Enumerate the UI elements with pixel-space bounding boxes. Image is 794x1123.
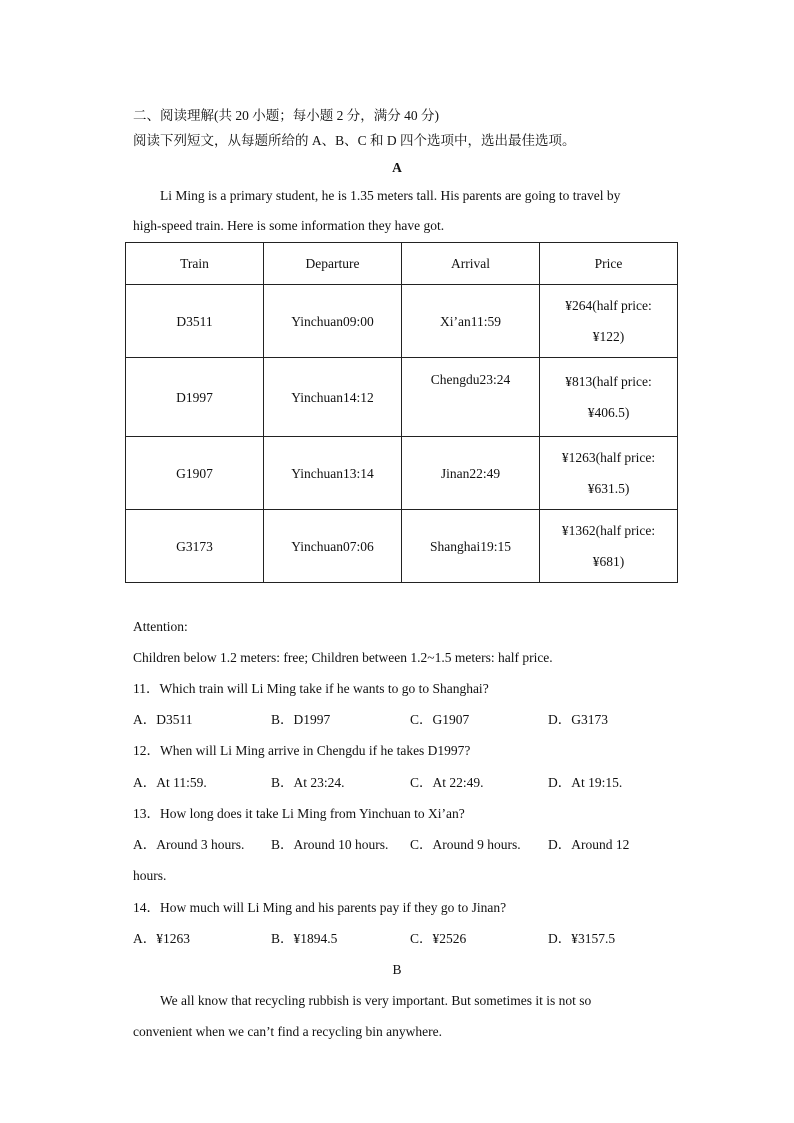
cell-train: G3173 xyxy=(126,510,264,583)
price-full: ¥1362(half price: xyxy=(561,523,656,538)
cell-arrival: Chengdu23:24 xyxy=(402,358,540,437)
cell-arrival: Shanghai19:15 xyxy=(402,510,540,583)
question-11-option-c[interactable]: C．G1907 xyxy=(410,712,470,727)
price-half: ¥631.5) xyxy=(587,481,630,496)
question-14-stem: 14．How much will Li Ming and his parents pay if they go to Jinan? xyxy=(133,900,507,915)
question-11-option-a[interactable]: A．D3511 xyxy=(133,712,193,727)
table-row xyxy=(126,285,678,358)
header-train: Train xyxy=(126,243,264,285)
passage-b-label: B xyxy=(392,962,402,977)
question-12-option-a[interactable]: A．At 11:59. xyxy=(133,775,207,790)
price-full: ¥1263(half price: xyxy=(561,450,656,465)
section-title: 二、阅读理解(共 20 小题；每小题 2 分，满分 40 分) xyxy=(133,108,439,123)
table-row xyxy=(126,358,678,437)
passage-a-intro-line2: high-speed train. Here is some information they have got. xyxy=(133,218,445,233)
cell-departure: Yinchuan14:12 xyxy=(264,358,402,437)
cell-price xyxy=(540,437,678,510)
table-header-row xyxy=(126,243,678,285)
passage-a-intro-line1: Li Ming is a primary student, he is 1.35 meters tall. His parents are going to travel by xyxy=(160,188,621,203)
question-13-option-a[interactable]: A．Around 3 hours. xyxy=(133,837,245,852)
question-14-option-c[interactable]: C．¥2526 xyxy=(410,931,467,946)
price-full: ¥813(half price: xyxy=(565,374,652,389)
cell-train: G1907 xyxy=(126,437,264,510)
cell-price xyxy=(540,358,678,437)
question-13-option-b[interactable]: B．Around 10 hours. xyxy=(271,837,389,852)
question-12-option-c[interactable]: C．At 22:49. xyxy=(410,775,484,790)
cell-price xyxy=(540,510,678,583)
price-half: ¥681) xyxy=(592,554,625,569)
table-row xyxy=(126,437,678,510)
question-14-option-b[interactable]: B．¥1894.5 xyxy=(271,931,338,946)
header-price: Price xyxy=(540,243,678,285)
cell-departure: Yinchuan09:00 xyxy=(264,285,402,358)
price-half: ¥406.5) xyxy=(587,405,630,420)
question-14-option-d[interactable]: D．¥3157.5 xyxy=(548,931,616,946)
passage-b-line2: convenient when we can’t find a recycling bin anywhere. xyxy=(133,1024,443,1039)
question-13-option-d-continuation: hours. xyxy=(133,868,167,883)
question-12-option-d[interactable]: D．At 19:15. xyxy=(548,775,623,790)
cell-price xyxy=(540,285,678,358)
cell-departure: Yinchuan13:14 xyxy=(264,437,402,510)
table-row xyxy=(126,510,678,583)
question-11-option-d[interactable]: D．G3173 xyxy=(548,712,608,727)
price-half: ¥122) xyxy=(592,329,625,344)
header-departure: Departure xyxy=(264,243,402,285)
question-13-option-c[interactable]: C．Around 9 hours. xyxy=(410,837,521,852)
train-info-table xyxy=(125,242,678,583)
question-12-stem: 12．When will Li Ming arrive in Chengdu if he takes D1997? xyxy=(133,743,471,758)
section-instruction: 阅读下列短文，从每题所给的 A、B、C 和 D 四个选项中，选出最佳选项。 xyxy=(133,133,576,148)
attention-text: Children below 1.2 meters: free; Children between 1.2~1.5 meters: half price. xyxy=(133,650,553,665)
cell-train: D3511 xyxy=(126,285,264,358)
passage-b-line1: We all know that recycling rubbish is very important. But sometimes it is not so xyxy=(160,993,592,1008)
price-full: ¥264(half price: xyxy=(565,298,652,313)
question-11-stem: 11．Which train will Li Ming take if he wants to go to Shanghai? xyxy=(133,681,489,696)
cell-train: D1997 xyxy=(126,358,264,437)
question-14-option-a[interactable]: A．¥1263 xyxy=(133,931,190,946)
question-11-option-b[interactable]: B．D1997 xyxy=(271,712,331,727)
cell-arrival: Xi’an11:59 xyxy=(402,285,540,358)
attention-label: Attention: xyxy=(133,619,188,634)
question-13-option-d[interactable]: D．Around 12 xyxy=(548,837,630,852)
question-13-stem: 13．How long does it take Li Ming from Yinchuan to Xi’an? xyxy=(133,806,465,821)
question-12-option-b[interactable]: B．At 23:24. xyxy=(271,775,345,790)
cell-departure: Yinchuan07:06 xyxy=(264,510,402,583)
header-arrival: Arrival xyxy=(402,243,540,285)
cell-arrival: Jinan22:49 xyxy=(402,437,540,510)
passage-a-label: A xyxy=(392,160,402,175)
